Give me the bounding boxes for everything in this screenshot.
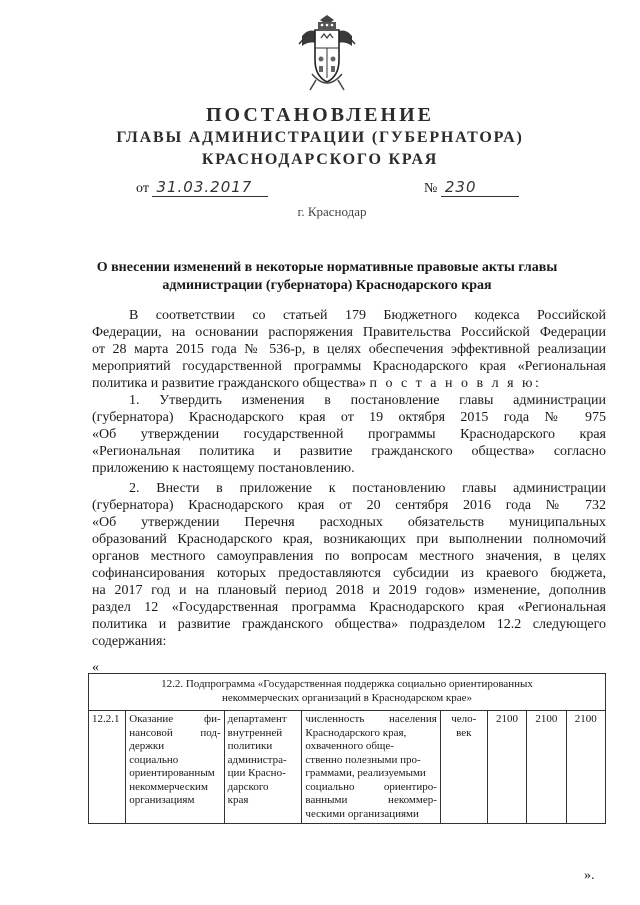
number-value: 230 — [441, 178, 519, 197]
item2-line-6: софинансирования которых предоставляются субсидии из краевого бюджета, — [92, 566, 606, 581]
table-header-row — [89, 674, 606, 711]
item2-line-8: раздел 12 «Государственная программа Краснодарского края «Региональная — [92, 600, 606, 615]
item1-line-4: «Региональная политика и развитие гражданского общества» согласно — [92, 444, 606, 459]
subsidy-table — [88, 673, 606, 824]
intro-line-3: от 28 марта 2015 года № 536-р, в целях обеспечения эффективной реализации — [92, 342, 606, 357]
row-number-cell: 12.2.1 — [89, 711, 126, 824]
issuer-heading: ГЛАВЫ АДМИНИСТРАЦИИ (ГУБЕРНАТОРА) — [116, 129, 524, 146]
date-block — [136, 178, 268, 197]
value-2017-cell: 2100 — [487, 711, 526, 824]
intro-line-5-text: политика и развитие гражданского общества» — [92, 376, 366, 391]
item2-line-5: органов местного самоуправления по вопросам местного значения, в целях — [92, 549, 606, 564]
document-title: О внесении изменений в некоторые нормативные правовые акты главы администрации (губернатора) Краснодарского края — [96, 260, 558, 293]
indicator-cell: численность населения Краснодарского края, охваченного обще- ственно полезными про- граммами, реализуемыми социально ориентиро- ванными некоммер- ческими организациями — [302, 711, 440, 824]
item2-line-7: на 2017 год и на плановый период 2018 и 2019 годов» изменение, дополнив — [92, 583, 606, 598]
measure-cell: Оказание фи- нансовой под- держки социально ориентированным некоммерческим организациям — [126, 711, 224, 824]
number-block — [424, 178, 519, 197]
subprogram-header-line-1: 12.2. Подпрограмма «Государственная поддержка социально ориентированных — [161, 678, 533, 690]
executor-cell: департамент внутренней политики администра- ции Красно- дарского края — [224, 711, 302, 824]
item1-line-3: «Об утверждении государственной программы Краснодарского края — [92, 427, 606, 442]
subprogram-header-cell — [89, 674, 606, 711]
value-2018-cell: 2100 — [527, 711, 566, 824]
item2-line-1: 2. Внести в приложение к постановлению главы администрации — [129, 481, 606, 496]
doc-type-heading: ПОСТАНОВЛЕНИЕ — [206, 104, 434, 126]
table-row — [89, 711, 606, 824]
number-prefix: № — [424, 181, 438, 196]
item2-line-9: политика и развитие гражданского общества» подразделом 12.2 следующего — [92, 617, 606, 632]
subprogram-header-line-2: некоммерческих организаций в Краснодарском крае» — [221, 691, 473, 704]
intro-line-4: мероприятий государственной программы Краснодарского края «Региональная — [92, 359, 606, 374]
item1-line-2: (губернатора) Краснодарского края от 19 октября 2015 года № 975 — [92, 410, 606, 425]
intro-line-5 — [92, 376, 541, 392]
intro-line-2: Федерации, на основании распоряжения Правительства Российской Федерации — [92, 325, 606, 340]
item2-line-10: содержания: — [92, 634, 167, 649]
unit-cell: чело- век — [440, 711, 487, 824]
item2-line-4: образований Краснодарского края, возникающих при выполнении полномочий — [92, 532, 606, 547]
resolve-word: п о с т а н о в л я ю: — [369, 376, 542, 391]
quote-close-mark: ». — [584, 868, 595, 883]
item1-line-1: 1. Утвердить изменения в постановление главы администрации — [129, 393, 606, 408]
intro-line-1: В соответствии со статьей 179 Бюджетного кодекса Российской — [129, 308, 606, 323]
value-2019-cell: 2100 — [566, 711, 605, 824]
item1-line-5: приложению к настоящему постановлению. — [92, 461, 355, 476]
date-prefix: от — [136, 181, 149, 196]
region-heading: КРАСНОДАРСКОГО КРАЯ — [201, 151, 439, 168]
quote-open-mark: « — [92, 660, 99, 675]
item2-line-3: «Об утверждении Перечня расходных обязательств муниципальных — [92, 515, 606, 530]
krasnodar-coat-of-arms-icon — [298, 14, 356, 94]
date-value: 31.03.2017 — [152, 178, 268, 197]
item2-line-2: (губернатора) Краснодарского края от 20 сентября 2016 года № 732 — [92, 498, 606, 513]
city-label: г. Краснодар — [297, 204, 367, 219]
